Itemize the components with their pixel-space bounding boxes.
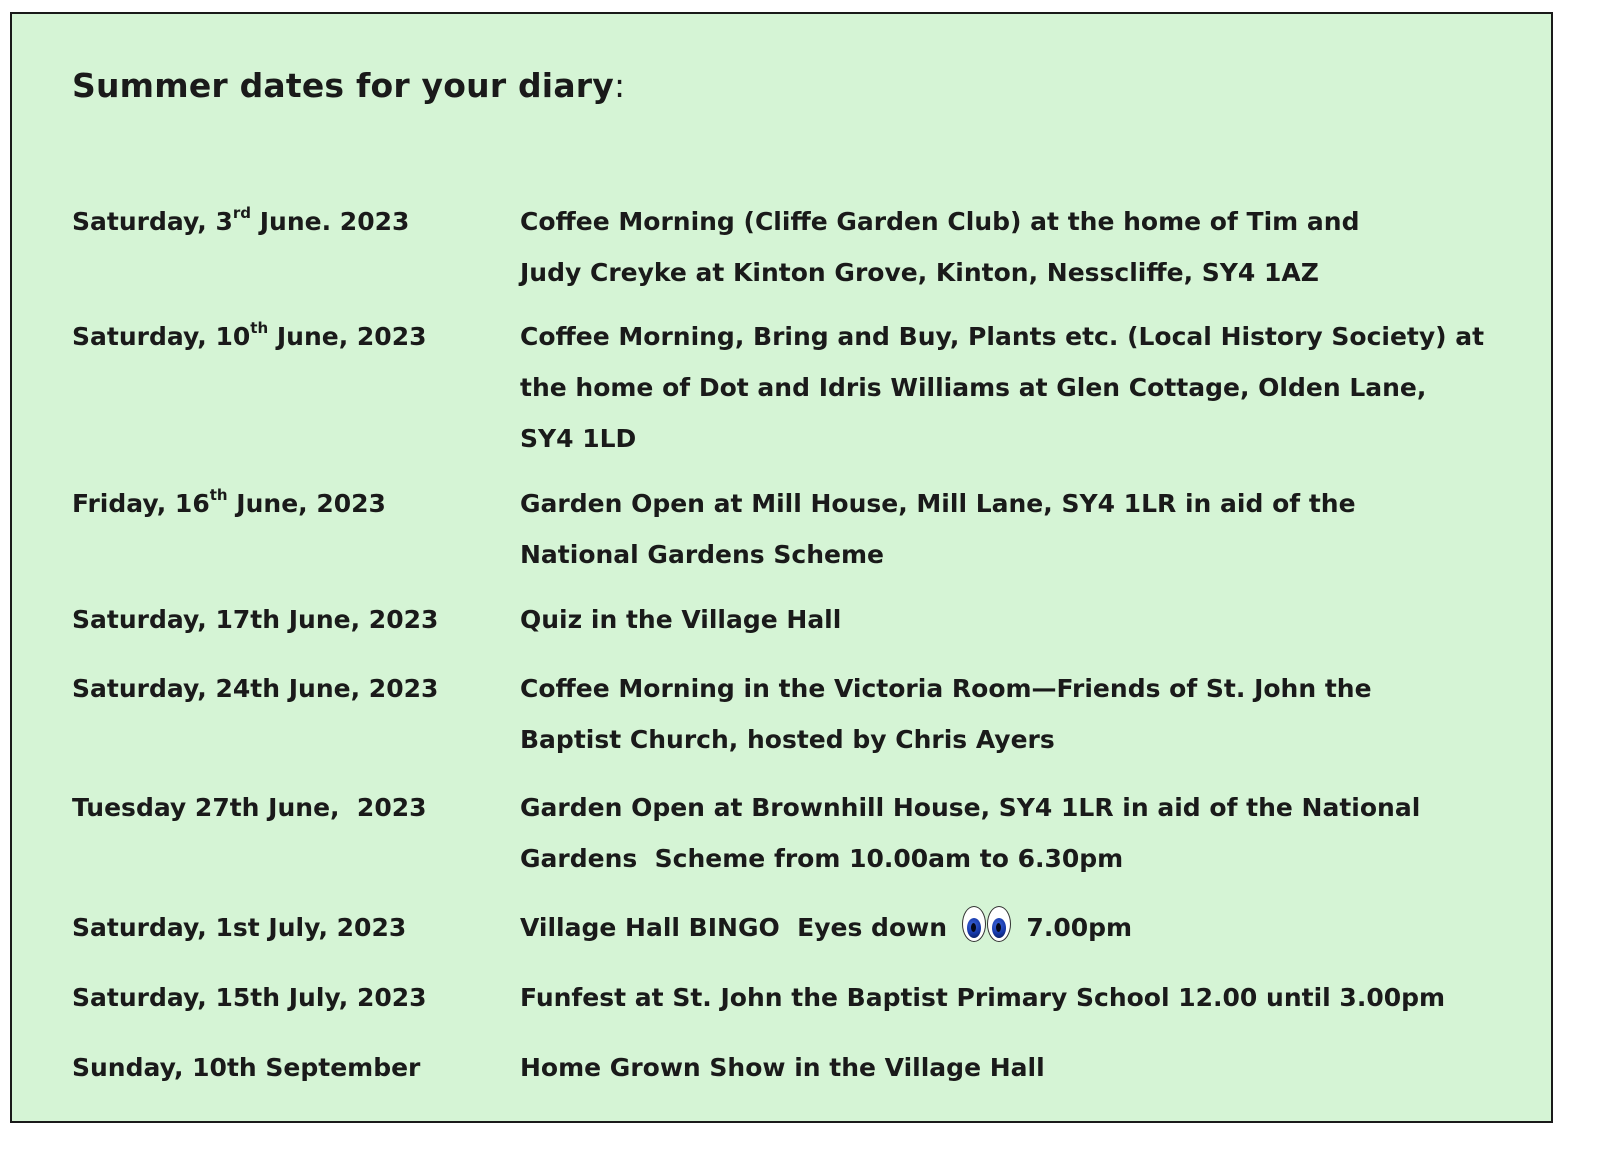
description-line: Home Grown Show in the Village Hall [520, 1053, 1045, 1082]
event-date [72, 196, 512, 247]
date-ordinal: th [250, 319, 269, 337]
event-description [520, 1042, 1545, 1093]
left-eye-icon [962, 906, 986, 942]
event-description [520, 196, 1545, 298]
date-text: Saturday, 10 [72, 322, 251, 351]
event-date: Saturday, 15th July, 2023 [72, 983, 427, 1012]
googly-eyes-icon [960, 904, 1014, 944]
description-line: Garden Open at Mill House, Mill Lane, SY4 1LR in aid of the [520, 489, 1356, 518]
event-date: Sunday, 10th September [72, 1053, 421, 1082]
description-text: Village Hall BINGO Eyes down [520, 913, 956, 942]
page-title [72, 66, 625, 105]
description-time: 7.00pm [1017, 913, 1133, 942]
event-date [72, 311, 512, 362]
description-line: Coffee Morning in the Victoria Room—Friends of St. John the [520, 674, 1372, 703]
description-line: Garden Open at Brownhill House, SY4 1LR in aid of the National [520, 793, 1421, 822]
date-ordinal: th [209, 486, 228, 504]
event-description [520, 663, 1545, 765]
description-line [520, 902, 1545, 953]
description-line: Funfest at St. John the Baptist Primary School 12.00 until 3.00pm [520, 983, 1446, 1012]
description-line: Baptist Church, hosted by Chris Ayers [520, 725, 1055, 754]
date-text: Saturday, 3 [72, 207, 233, 236]
diary-panel [10, 12, 1553, 1123]
right-eye-icon [987, 906, 1011, 942]
event-description [520, 311, 1545, 464]
event-date: Saturday, 1st July, 2023 [72, 913, 407, 942]
date-ordinal: rd [232, 204, 252, 222]
description-line: the home of Dot and Idris Williams at Glen Cottage, Olden Lane, [520, 373, 1427, 402]
event-description [520, 972, 1545, 1023]
description-line: Judy Creyke at Kinton Grove, Kinton, Nesscliffe, SY4 1AZ [520, 258, 1319, 287]
event-description [520, 782, 1545, 884]
date-text: Friday, 16 [72, 489, 210, 518]
description-line: Coffee Morning (Cliffe Garden Club) at the home of Tim and [520, 207, 1360, 236]
event-description [520, 594, 1545, 645]
event-description [520, 902, 1545, 953]
description-line: SY4 1LD [520, 424, 637, 453]
date-text-rest: June, 2023 [268, 322, 427, 351]
event-date: Saturday, 17th June, 2023 [72, 605, 439, 634]
event-date: Tuesday 27th June, 2023 [72, 793, 427, 822]
description-line: Gardens Scheme from 10.00am to 6.30pm [520, 844, 1124, 873]
description-line: National Gardens Scheme [520, 540, 884, 569]
date-text-rest: June, 2023 [227, 489, 386, 518]
description-line: Coffee Morning, Bring and Buy, Plants etc. (Local History Society) at [520, 322, 1485, 351]
title-colon: : [613, 66, 626, 105]
event-date: Saturday, 24th June, 2023 [72, 674, 439, 703]
title-text: Summer dates for your diary [72, 66, 614, 105]
event-date [72, 478, 512, 529]
description-line: Quiz in the Village Hall [520, 605, 842, 634]
event-description [520, 478, 1545, 580]
date-text-rest: June. 2023 [251, 207, 410, 236]
